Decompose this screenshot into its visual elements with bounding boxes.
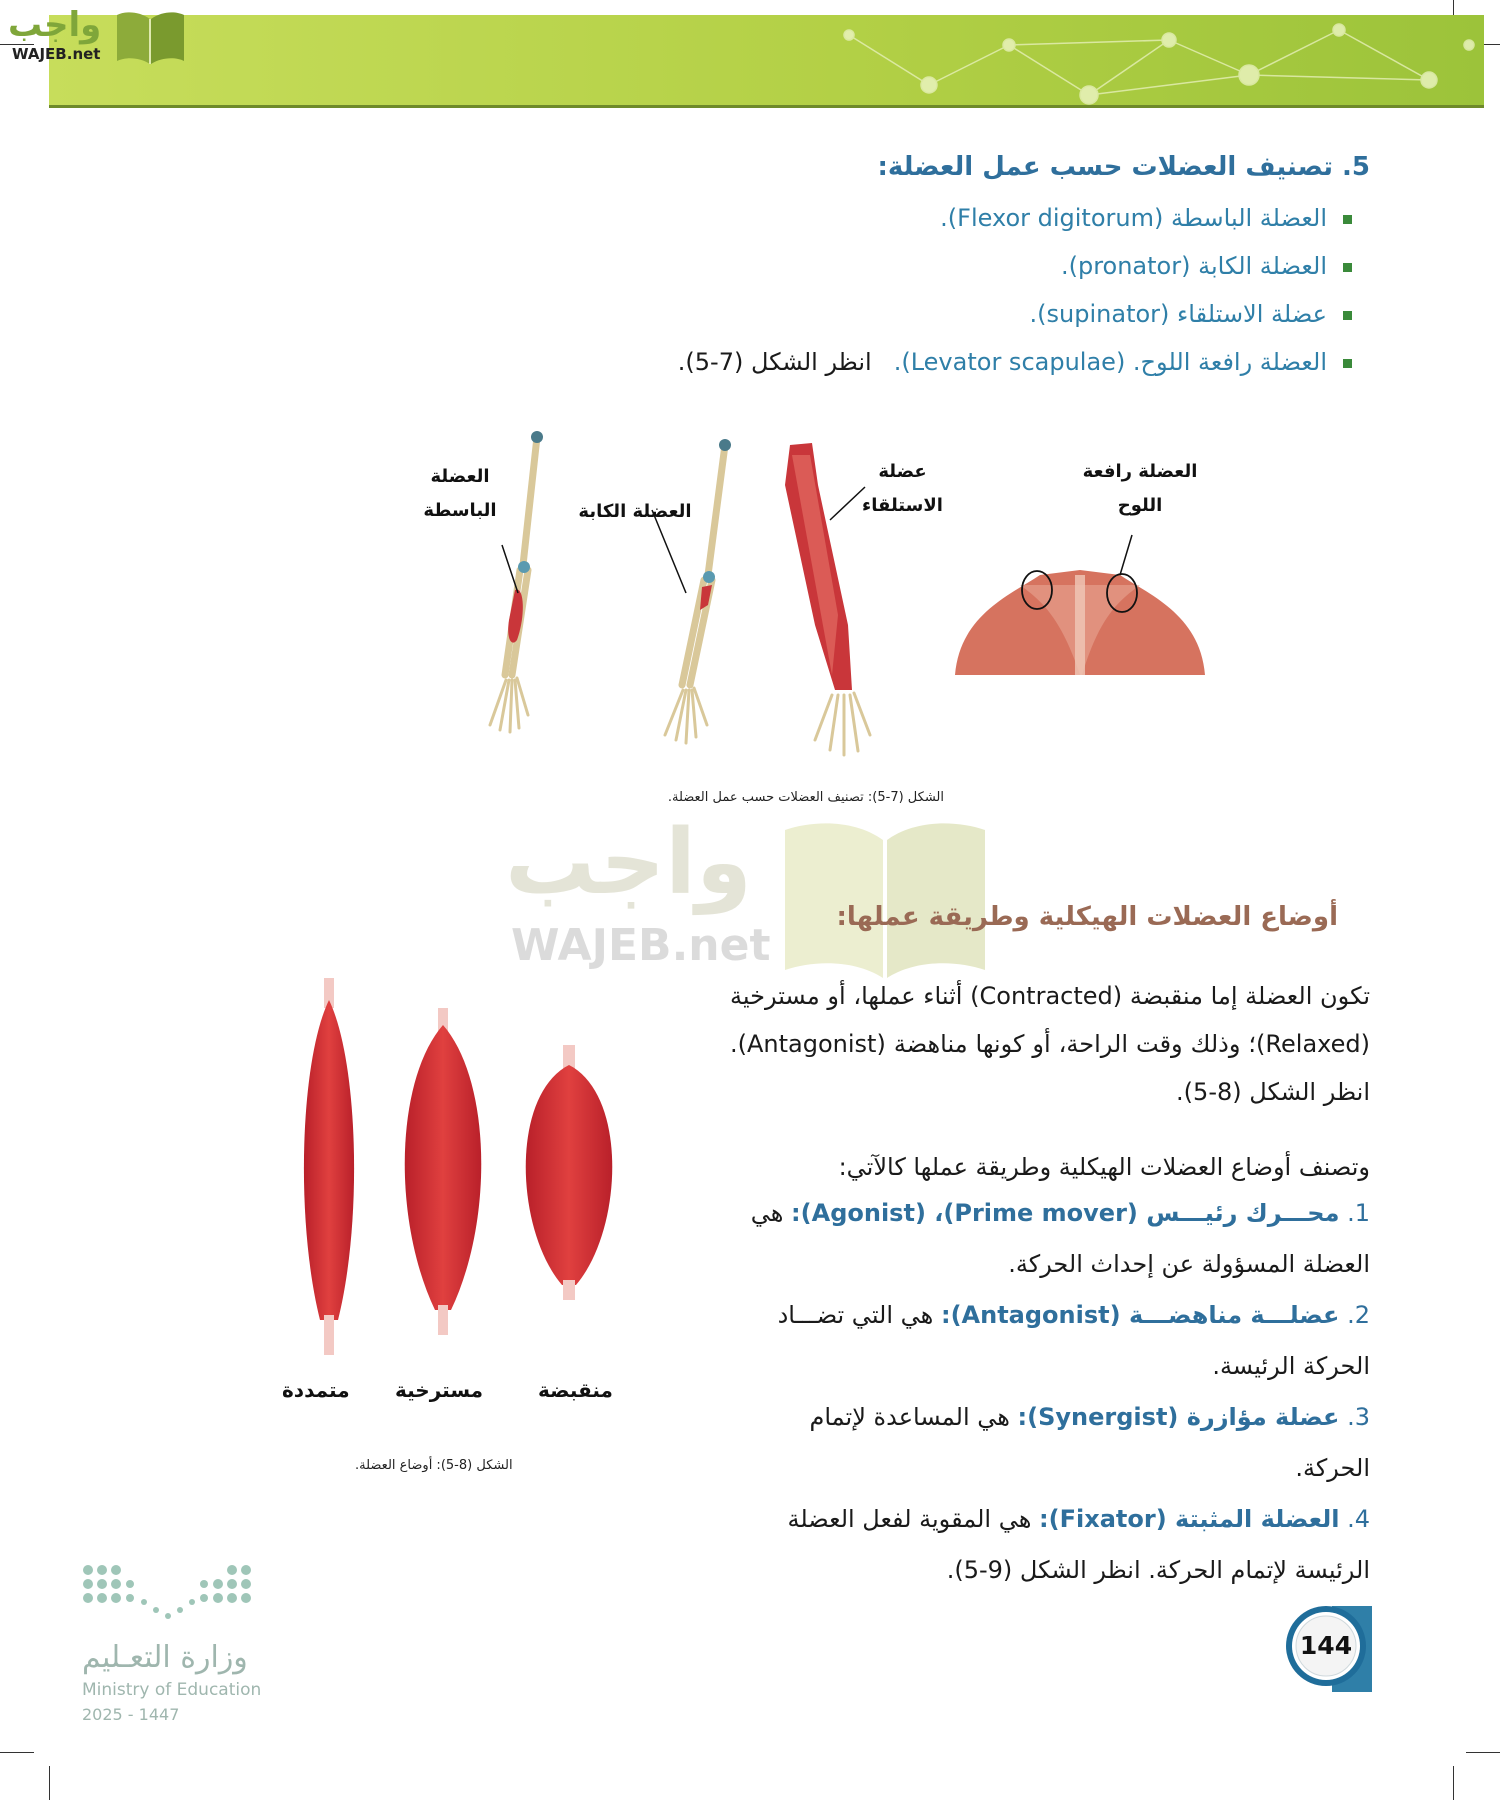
states-heading: أوضاع العضلات الهيكلية وطريقة عملها: (836, 902, 1338, 932)
figure-reference: انظر الشكل (7-5). (677, 348, 872, 376)
header-band (49, 15, 1484, 108)
ministry-year: 2025 - 1447 (82, 1705, 180, 1724)
muscle-shapes-illustration (260, 970, 680, 1370)
bullet-square-icon (1343, 311, 1352, 320)
item-term: عضلـــة مناهضـــة (Antagonist): (940, 1301, 1340, 1329)
figure-muscle-states (260, 970, 680, 1420)
page-number-badge (1280, 1600, 1372, 1692)
ministry-dots-icon (78, 1560, 268, 1630)
states-intro: تكون العضلة إما منقبضة (Contracted) أثناء عملها، أو مسترخية (Relaxed)؛ وذلك وقت الراحة، أو كونها مناهضة (Antagonist). انظر الشكل (8-5). (730, 982, 1371, 1106)
stretched-muscle (304, 1000, 354, 1320)
section-title (877, 152, 1370, 182)
label-contracted: منقبضة (538, 1378, 613, 1402)
figure-muscle-classification (420, 425, 1230, 780)
bullet-text: العضلة الباسطة (Flexor digitorum). (940, 204, 1327, 232)
book-icon (113, 7, 188, 67)
logo-arabic-text: واجب (8, 5, 102, 45)
watermark (505, 810, 1005, 980)
wajeb-logo[interactable] (8, 5, 188, 65)
item-number: 1. (1347, 1199, 1370, 1227)
watermark-book-icon (775, 810, 995, 980)
section-number: 5. (1342, 152, 1370, 182)
ministry-logo (78, 1560, 278, 1730)
list-item (452, 246, 1352, 294)
relaxed-tendon-bottom (438, 1305, 448, 1335)
item-desc: هي المساعدة لإتمام الحركة. (809, 1403, 1370, 1482)
label-line: الاستلقاء (862, 495, 943, 516)
item-number: 4. (1347, 1505, 1370, 1533)
list-item (730, 1392, 1370, 1494)
item-desc: هي التي تضـــاد الحركة الرئيسة. (777, 1301, 1370, 1380)
crop-mark (49, 1766, 50, 1800)
network-decoration-icon (49, 15, 1484, 108)
section-title-text: تصنيف العضلات حسب عمل العضلة: (877, 152, 1333, 182)
item-desc: هي العضلة المسؤولة عن إحداث الحركة. (750, 1199, 1370, 1278)
label-line: الباسطة (423, 500, 497, 521)
list-item (452, 342, 1352, 390)
crop-mark (1453, 1766, 1454, 1800)
item-term: عضلة مؤازرة (Synergist): (1017, 1403, 1340, 1431)
stretched-tendon-bottom (324, 1315, 334, 1355)
list-item (730, 1188, 1370, 1290)
bullet-square-icon (1343, 215, 1352, 224)
list-item (452, 198, 1352, 246)
bullet-square-icon (1343, 263, 1352, 272)
muscle-roles-list (730, 1188, 1370, 1596)
bullet-square-icon (1343, 359, 1352, 368)
label-stretched: متمددة (282, 1378, 350, 1402)
label-line: العضلة (430, 466, 490, 487)
watermark-arabic: واجب (505, 810, 752, 915)
label-supinator (860, 455, 945, 523)
relaxed-muscle (405, 1025, 481, 1310)
contracted-muscle (526, 1065, 613, 1285)
crop-mark (0, 1752, 34, 1753)
ministry-arabic: وزارة التعـليم (82, 1640, 248, 1675)
bullet-text: العضلة رافعة اللوح. (Levator scapulae). (893, 348, 1327, 376)
states-lead: وتصنف أوضاع العضلات الهيكلية وطريقة عملها كالآتي: (838, 1153, 1370, 1181)
item-number: 3. (1347, 1403, 1370, 1431)
label-line: العضلة رافعة (1082, 461, 1198, 482)
item-number: 2. (1347, 1301, 1370, 1329)
label-line: عضلة (878, 461, 927, 482)
crop-mark (1466, 1752, 1500, 1753)
label-levator (1080, 455, 1200, 523)
classification-list (452, 198, 1352, 390)
watermark-latin: WAJEB.net (511, 920, 771, 971)
ministry-english: Ministry of Education (82, 1680, 262, 1700)
page-number: 144 (1299, 1631, 1353, 1660)
item-term: العضلة المثبتة (Fixator): (1039, 1505, 1340, 1533)
label-relaxed: مسترخية (395, 1378, 484, 1402)
logo-latin-text: WAJEB.net (12, 45, 101, 63)
list-item (730, 1494, 1370, 1596)
list-item (452, 294, 1352, 342)
label-line: اللوح (1117, 495, 1163, 516)
label-line: العضلة الكابة (578, 501, 692, 522)
contracted-tendon-bottom (563, 1280, 575, 1300)
bullet-text: العضلة الكابة (pronator). (1060, 252, 1327, 280)
figure2-caption: الشكل (8-5): أوضاع العضلة. (355, 1458, 513, 1473)
list-item (730, 1290, 1370, 1392)
label-pronator (570, 495, 700, 529)
item-desc: هي المقوية لفعل العضلة الرئيسة لإتمام الحركة. انظر الشكل (9-5). (787, 1505, 1370, 1584)
figure1-caption: الشكل (7-5): تصنيف العضلات حسب عمل العضلة. (667, 790, 944, 805)
bullet-text: عضلة الاستلقاء (supinator). (1029, 300, 1327, 328)
label-flexor (420, 460, 500, 528)
item-term: محـــرك رئيـــس (Prime mover)، (Agonist): (791, 1199, 1340, 1227)
